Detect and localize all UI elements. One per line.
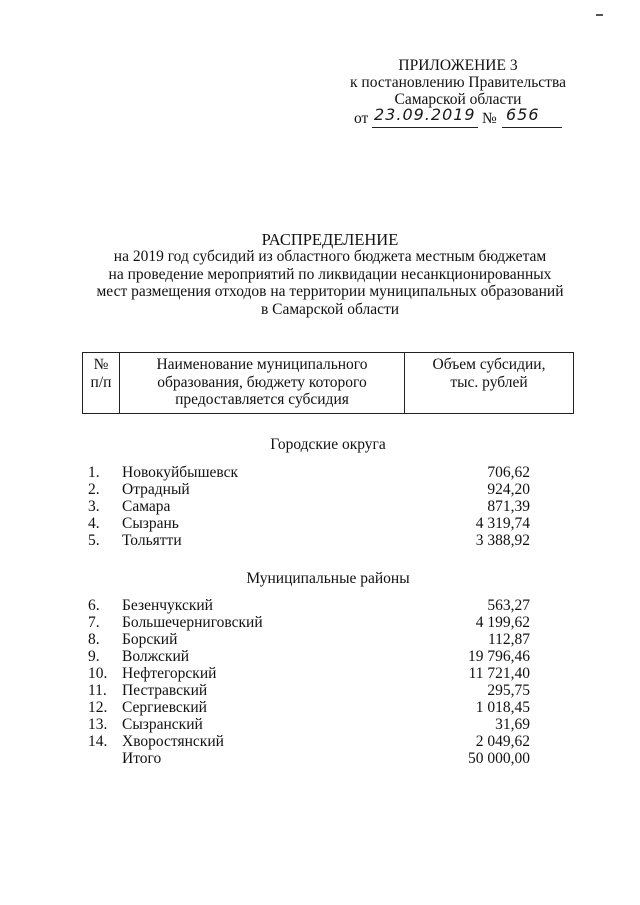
from-label: от [354, 110, 369, 127]
handwritten-date: 23.09.2019 [374, 105, 476, 124]
row-number: 3. [88, 498, 100, 515]
row-value: 4 319,74 [475, 515, 530, 532]
row-number: 10. [88, 665, 108, 682]
total-value: 50 000,00 [468, 750, 530, 767]
row-value: 11 721,40 [468, 665, 530, 682]
row-name: Самара [122, 498, 171, 515]
header-name-line: образования, бюджету которого [157, 373, 367, 391]
row-value: 871,39 [487, 498, 530, 515]
header-num-line: п/п [90, 373, 112, 391]
section-title: Городские округа [270, 436, 386, 453]
header-amount-line: тыс. рублей [450, 373, 528, 391]
row-value: 112,87 [487, 631, 530, 648]
appendix-resolution: к постановлению Правительства [350, 74, 566, 91]
table-row [82, 481, 574, 498]
date-underline [372, 127, 478, 128]
row-value: 924,20 [487, 481, 530, 498]
row-name: Новокуйбышевск [122, 464, 239, 481]
header-amount [405, 356, 573, 391]
scan-mark [596, 14, 603, 16]
number-underline [502, 127, 562, 128]
row-number: 9. [88, 648, 100, 665]
row-value: 31,69 [495, 716, 530, 733]
document-subtitle [60, 248, 600, 318]
row-value: 706,62 [487, 464, 530, 481]
table-row [82, 665, 574, 682]
row-number: 6. [88, 597, 100, 614]
subtitle-line: на 2019 год субсидий из областного бюджета местным бюджетам [113, 248, 547, 265]
row-value: 2 049,62 [475, 733, 530, 750]
row-number: 1. [88, 464, 100, 481]
header-name-line: предоставляется субсидия [175, 391, 349, 408]
row-name: Сызрань [122, 515, 179, 532]
row-value: 4 199,62 [475, 614, 530, 631]
row-number: 13. [88, 716, 108, 733]
row-value: 3 388,92 [475, 532, 530, 549]
resolution-reference [354, 105, 564, 130]
row-name: Отрадный [122, 481, 190, 498]
table-row [82, 498, 574, 515]
subtitle-line: в Самарской области [260, 300, 400, 318]
table-row [82, 614, 574, 631]
row-number: 5. [88, 532, 100, 549]
header-num-line: № [93, 356, 109, 373]
row-name: Сергиевский [122, 699, 207, 716]
table-row [82, 733, 574, 750]
row-number: 2. [88, 481, 100, 498]
row-name: Сызранский [122, 716, 203, 733]
total-label: Итого [122, 750, 162, 767]
row-name: Хворостянский [122, 733, 224, 750]
row-value: 19 796,46 [468, 648, 530, 665]
row-number: 11. [88, 682, 107, 699]
row-number: 12. [88, 699, 108, 716]
table-header [82, 352, 574, 414]
subtitle-line: мест размещения отходов на территории муниципальных образований [96, 283, 564, 300]
header-num [83, 356, 119, 391]
table-row [82, 716, 574, 733]
header-amount-line: Объем субсидии, [432, 356, 546, 373]
row-number: 8. [88, 631, 100, 648]
appendix-region: Самарской области [394, 91, 522, 108]
table-row [82, 532, 574, 549]
row-name: Борский [122, 631, 178, 648]
row-name: Тольятти [122, 532, 182, 549]
appendix-header [348, 57, 568, 108]
document-title: РАСПРЕДЕЛЕНИЕ [261, 230, 399, 249]
table-row [82, 699, 574, 716]
row-name: Волжский [122, 648, 190, 665]
row-name: Пестравский [122, 682, 208, 699]
number-label: № [482, 110, 497, 127]
subtitle-line: на проведение мероприятий по ликвидации несанкционированных [108, 265, 552, 283]
table-row [82, 515, 574, 532]
table-row [82, 597, 574, 614]
row-number: 7. [88, 614, 100, 631]
header-name-line: Наименование муниципального [156, 356, 368, 373]
handwritten-number: 656 [506, 105, 540, 124]
row-number: 4. [88, 515, 100, 532]
appendix-number: ПРИЛОЖЕНИЕ 3 [398, 57, 518, 74]
header-name [120, 356, 404, 409]
table-row [82, 631, 574, 648]
row-name: Безенчукский [122, 597, 213, 614]
table-row [82, 682, 574, 699]
row-number: 14. [88, 733, 108, 750]
table-row [82, 464, 574, 481]
row-name: Большечерниговский [122, 614, 263, 631]
row-value: 295,75 [487, 682, 530, 699]
total-row [82, 750, 574, 767]
table-row [82, 648, 574, 665]
row-value: 563,27 [487, 597, 530, 614]
row-value: 1 018,45 [475, 699, 530, 716]
section-title: Муниципальные районы [246, 570, 410, 587]
row-name: Нефтегорский [122, 665, 217, 682]
